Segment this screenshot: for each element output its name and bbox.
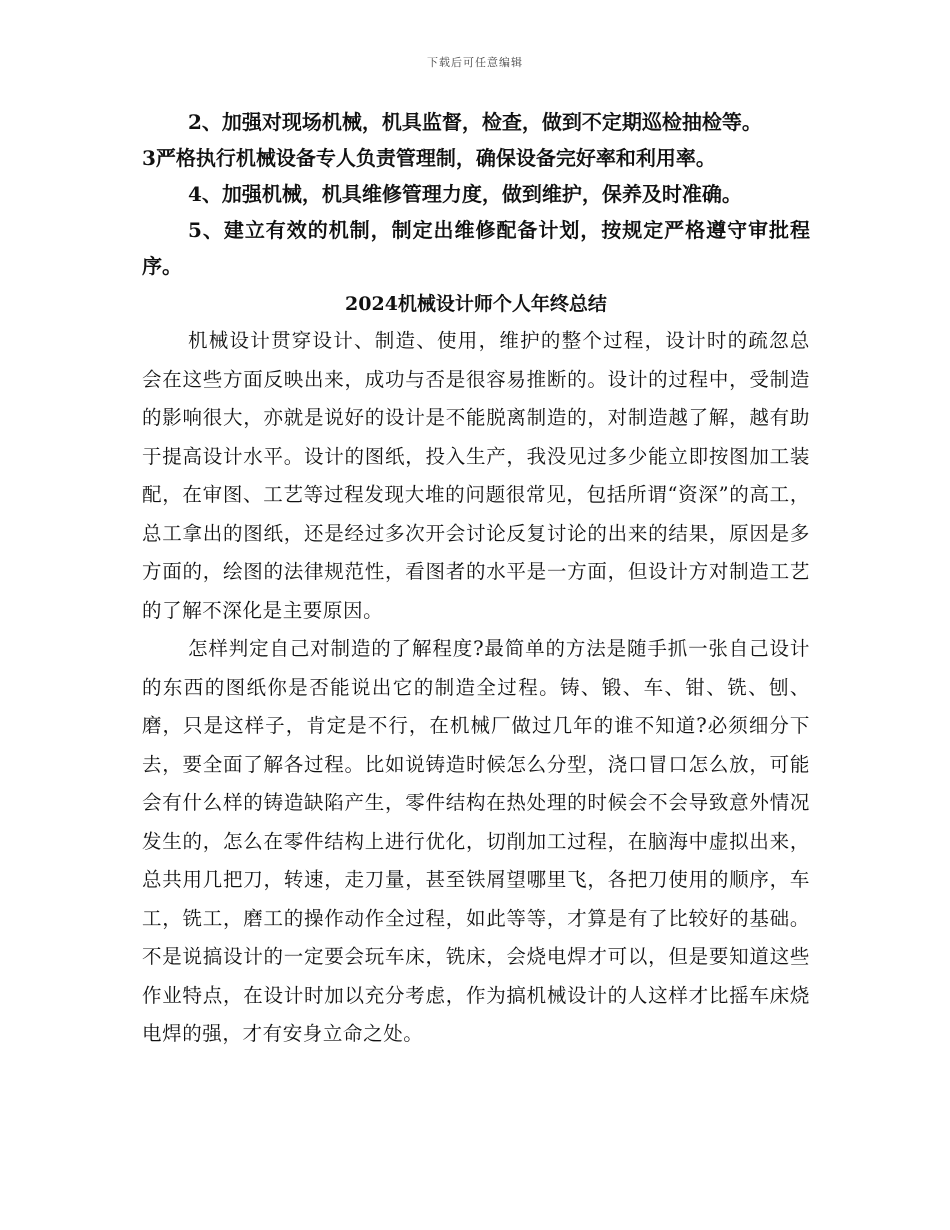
document-title: 2024机械设计师个人年终总结 (345, 293, 607, 315)
list-item-5: 5、建立有效的机制，制定出维修配备计划，按规定严格遵守审批程序。 (142, 218, 810, 278)
list-item-4: 4、加强机械，机具维修管理力度，做到维护，保养及时准确。 (188, 182, 742, 206)
list-item-3: 3严格执行机械设备专人负责管理制，确保设备完好率和利用率。 (142, 146, 716, 170)
paragraph-1: 机械设计贯穿设计、制造、使用，维护的整个过程，设计时的疏忽总会在这些方面反映出来，成功与否是很容易推断的。设计的过程中，受制造的影响很大，亦就是说好的设计是不能脱离制造的，对制造越了解，越有助于提高设计水平。设计的图纸，投入生产，我没见过多少能立即按图加工装配，在审图、工艺等过程发现大堆的问题很常见，包括所谓“资深”的高工，总工拿出的图纸，还是经过多次开会讨论反复讨论的出来的结果，原因是多方面的，绘图的法律规范性，看图者的水平是一方面，但设计方对制造工艺的了解不深化是主要原因。 (142, 329, 810, 622)
paragraph-2: 怎样判定自己对制造的了解程度?最简单的方法是随手抓一张自己设计的东西的图纸你是否能说出它的制造全过程。铸、锻、车、钳、铣、刨、磨，只是这样子，肯定是不行，在机械厂做过几年的谁不知道?必须细分下去，要全面了解各过程。比如说铸造时候怎么分型，浇口冒口怎么放，可能会有什么样的铸造缺陷产生，零件结构在热处理的时候会不会导致意外情况发生的，怎么在零件结构上进行优化，切削加工过程，在脑海中虚拟出来，总共用几把刀，转速，走刀量，甚至铁屑望哪里飞，各把刀使用的顺序，车工，铣工，磨工的操作动作全过程，如此等等，才算是有了比较好的基础。不是说搞设计的一定要会玩车床，铣床，会烧电焊才可以，但是要知道这些作业特点，在设计时加以充分考虑，作为搞机械设计的人这样才比摇车床烧电焊的强，才有安身立命之处。 (142, 637, 810, 1045)
page-header: 下载后可任意编辑 (427, 56, 523, 69)
document-body (142, 104, 810, 1054)
list-item-2: 2、加强对现场机械，机具监督，检查，做到不定期巡检抽检等。 (188, 110, 762, 134)
